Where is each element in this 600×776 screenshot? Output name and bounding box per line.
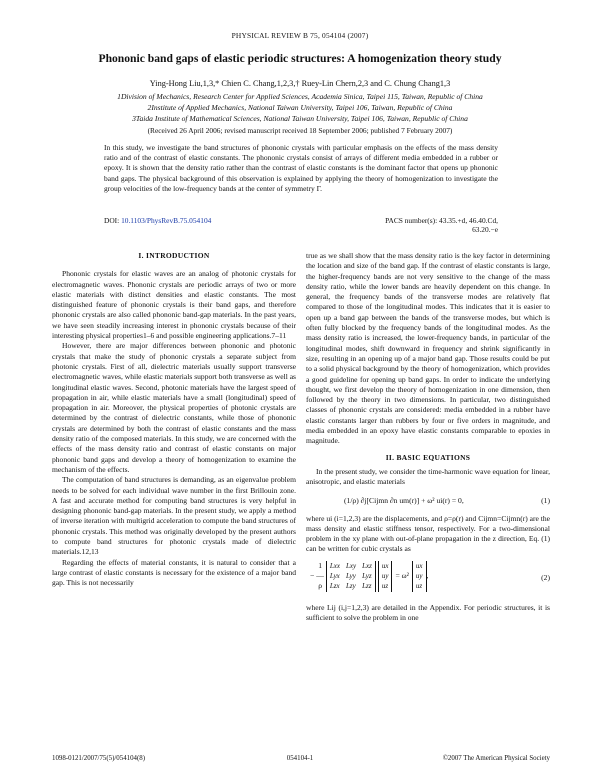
paragraph: In the present study, we consider the time-harmonic wave equation for linear, anisotropic, and elastic materials xyxy=(306,466,550,487)
equation-2-body: − 1 — ρ Lxx Lxy Lxz Lyx Lyy Lyz Lzx Lzy Lzz ux uy uz = ω² ux uy uz , xyxy=(310,560,429,591)
section-heading-basic-equations: II. BASIC EQUATIONS xyxy=(385,452,471,462)
paper-title: Phononic band gaps of elastic periodic structures: A homogenization theory study xyxy=(98,52,502,65)
paragraph: where ui (i=1,2,3) are the displacements, and ρ=ρ(r) and Cijmn=Cijmn(r) are the mass density and elastic stiffness tensor, respectively. For a two-dimensional problem in the xy plane with out-of-plane propagation in the z direction, Eq. (1) can be written for cubic crystals as xyxy=(306,513,550,554)
doi-line xyxy=(104,216,211,225)
paragraph: where Lij (i,j=1,2,3) are detailed in the Appendix. For periodic structures, it is sufficient to solve the problem in one xyxy=(306,602,550,623)
left-column xyxy=(52,251,296,589)
equation-1 xyxy=(306,488,550,514)
equation-2 xyxy=(306,555,550,603)
doi-link[interactable]: 10.1103/PhysRevB.75.054104 xyxy=(121,216,212,225)
paragraph: The computation of band structures is demanding, as an eigenvalue problem needs to be solved for each individual wave number in the first Brillouin zone. A fast and accurate method for computing band structures is very helpful in designing phononic band-gap materials. In the present study, we apply a method of inverse iteration with multigrid acceleration to compute the band structures of phononic crystals. This method was originally developed by the present authors to compute band structures for photonic crystals made of dielectric materials.12,13 xyxy=(52,475,296,557)
vector-entry: uz xyxy=(381,582,389,591)
equation-2-number: (2) xyxy=(541,572,550,582)
paragraph: Phononic crystals for elastic waves are an analog of photonic crystals for electromagnetic waves. Phononic crystals are periodic arrays of two or more elastic materials with distinct densities and elastic constants. The most distinguished feature of phononic crystals is their band gaps, and therefore phononic crystals are also called phononic band-gap materials. In the past years, we have seen steadily increasing interest in phononic crystals because of their interesting physical properties1–6 and possible engineering applications.7–11 xyxy=(52,269,296,341)
vector-u-left xyxy=(378,561,393,592)
matrix-entry: Lyx xyxy=(329,572,340,581)
affiliation-2: 2Institute of Applied Mechanics, National Taiwan University, Taipei 106, Taiwan, Republic of China xyxy=(147,103,453,112)
matrix-entry: Lxz xyxy=(362,561,372,570)
vector-entry: ux xyxy=(415,561,423,570)
section-heading-introduction: I. INTRODUCTION xyxy=(138,251,210,260)
footer-copyright: ©2007 The American Physical Society xyxy=(442,755,550,762)
right-column xyxy=(306,251,550,623)
abstract: In this study, we investigate the band structures of phononic crystals with particular emphasis on the effects of the mass density ratio and of the contrast of elastic constants. The phononic crystals consist of arrays of different media embedded in a rubber or epoxy. It is shown that the density ratio rather than the contrast of elastic constants is the dominant factor that opens up phononic band gaps. The physical background of this observation is explained by applying the theory of homogenization to investigate the group velocities of the low-frequency bands at the center of symmetry Γ. xyxy=(104,143,498,193)
equation-1-number: (1) xyxy=(541,495,550,505)
author-line: Ying-Hong Liu,1,3,* Chien C. Chang,1,2,3,† Ruey-Lin Chern,2,3 and C. Chung Chang1,3 xyxy=(149,79,451,88)
vector-u-right xyxy=(412,561,427,592)
equation-1-body: (1/ρ) ∂j[Cijmn ∂n um(r)] + ω² ui(r) = 0, xyxy=(344,495,464,505)
footer-page-number: 054104-1 xyxy=(286,755,314,762)
matrix-entry: Lzz xyxy=(362,582,372,591)
running-header: PHYSICAL REVIEW B 75, 054104 (2007) xyxy=(231,31,369,40)
vector-entry: uy xyxy=(415,572,423,581)
author-list xyxy=(40,79,560,88)
matrix-entry: Lxx xyxy=(329,561,340,570)
matrix-entry: Lzx xyxy=(329,582,340,591)
vector-entry: uz xyxy=(415,582,423,591)
matrix-entry: Lzy xyxy=(346,582,356,591)
doi-label: DOI: xyxy=(104,216,120,225)
matrix-L xyxy=(326,561,376,592)
footer-issn: 1098-0121/2007/75(5)/054104(8) xyxy=(52,755,146,762)
received-dates: (Received 26 April 2006; revised manuscript received 18 September 2006; published 7 February 2007) xyxy=(147,126,453,135)
matrix-entry: Lxy xyxy=(346,561,357,570)
pacs-numbers: PACS number(s): 43.35.+d, 46.40.Cd, 63.20.−e xyxy=(385,216,498,234)
affiliation-3: 3Taida Institute of Mathematical Sciences, National Taiwan University, Taipei 106, Taiwan, Republic of China xyxy=(132,114,468,123)
paragraph: However, there are major differences between phononic and photonic crystals that make the study of phononic crystals a separate subject from photonic crystals. First of all, dielectric materials usually support transverse electromagnetic waves, while elastic materials support both transverse as well as longitudinal elastic waves. Second, photonic materials have the largest speed of propagation in air, while elastic materials have a small (longitudinal) speed of propagation in air. Moreover, the physical properties of photonic crystals are determined by the contrast of dielectric constants, while those of phononic crystals are determined by both the contrast of elastic constants and the mass density ratio of the composed materials. In this study, we are concerned with the effects of the mass density ratio and contrast of elastic constants on major phononic band gaps and develop a theory of homogenization to examine the mechanism of the effects. xyxy=(52,341,296,474)
matrix-entry: Lyz xyxy=(362,572,372,581)
vector-entry: uy xyxy=(381,572,389,581)
matrix-entry: Lyy xyxy=(346,572,356,581)
paragraph: Regarding the effects of material constants, it is natural to consider that a large contrast of elastic constants is necessary for the existence of a major band gap. This is not necessarily xyxy=(52,557,296,588)
vector-entry: ux xyxy=(381,561,389,570)
affiliation-1: 1Division of Mechanics, Research Center for Applied Sciences, Academia Sinica, Taipei 115, Taiwan, Republic of China xyxy=(117,92,483,101)
paragraph: true as we shall show that the mass density ratio is the key factor in determining the location and size of the band gap. If the contrast of elastic constants is large, the higher-frequency bands are not very sensitive to the change of the mass density ratio, while the lower bands are heavily dependent on this change. In general, the frequency bands of the transverse modes are relatively flat compared to those of the longitudinal modes. This indicates that it is easier to open up a band gap between the bands of the transverse modes, but which is often fully blocked by the frequency bands of the longitudinal modes. As the mass density ratio is increased, the lower-frequency bands, in particular of the longitudinal modes, shift downward in frequency and shrink significantly in size, resulting in an opening up of a major band gap. Those results could be put to a solid physical background by the theory of homogenization, which provides a good guideline for opening up band gaps. In order to indicate the underlying thought, we first develop the theory of homogenization in one dimension, then followed by the theory in two dimensions. In particular, two distinguished classes of phononic crystals are considered: media embedded in a rubber have elastic constants larger than rubbers by four or five orders in magnitude, and media embedded in an epoxy have elastic constants comparable to epoxies in magnitude. xyxy=(306,251,550,446)
